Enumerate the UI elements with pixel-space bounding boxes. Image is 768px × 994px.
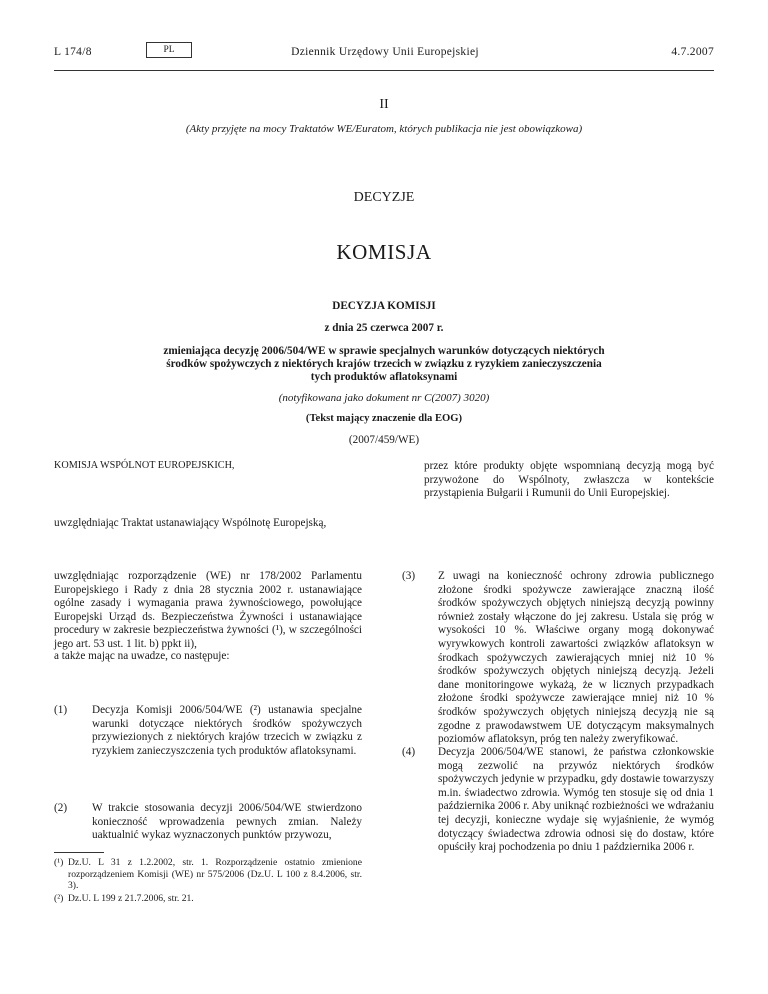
subject-line-1: zmieniająca decyzję 2006/504/WE w sprawie specjalnych warunków dotyczących niektórych xyxy=(163,345,605,357)
recital-number: (1) xyxy=(54,704,68,716)
publication-date: 4.7.2007 xyxy=(671,46,714,58)
eea-relevance: (Tekst mający znaczenie dla EOG) xyxy=(305,413,463,424)
page-reference: L 174/8 xyxy=(54,46,92,58)
recital-text: Decyzja Komisji 2006/504/WE (²) ustanawia specjalne warunki dotyczące niektórych środków spożywczych przywiezionych z niektórych krajów trzecich w związku z ryzykiem zanieczyszczenia tych produktów aflatoksynami. xyxy=(92,704,362,757)
section-numeral: II xyxy=(379,97,389,112)
recital-text: Decyzja 2006/504/WE stanowi, że państwa członkowskie mogą zezwolić na przywóz niektórych środków spożywczych jedynie w przypadku, gdy dostawie towarzyszy m.in. świadectwo zdrowia. Wymóg ten stosuje się od dnia 1 października 2006 r. Aby uniknąć rozbieżności we wdrażaniu tej decyzji, konieczne wydaje się wyjaśnienie, że wymóg dotyczący świadectwa zdrowia odnosi się do dostaw, które opuściły kraj pochodzenia po dniu 1 października 2006 r. xyxy=(438,746,714,854)
decision-date: z dnia 25 czerwca 2007 r. xyxy=(324,322,444,334)
commission-preamble: KOMISJA WSPÓLNOT EUROPEJSKICH, xyxy=(54,460,235,471)
recital-number: (4) xyxy=(402,746,416,758)
decision-subject xyxy=(54,345,714,384)
footnote-text: Dz.U. L 31 z 1.2.2002, str. 1. Rozporządzenie ostatnio zmienione rozporządzeniem Komisji (WE) nr 575/2006 (Dz.U. L 100 z 8.4.2006, str. 3). xyxy=(68,857,362,892)
institution-heading: KOMISJA xyxy=(336,240,432,264)
subject-line-2: środków spożywczych z niektórych krajów trzecich w związku z ryzykiem zanieczyszczenia xyxy=(166,358,602,370)
footnote-divider xyxy=(54,852,104,853)
footnote-mark: (¹) xyxy=(54,857,64,868)
language-badge: PL xyxy=(146,42,192,58)
notification-note: (notyfikowana jako dokument nr C(2007) 3020) xyxy=(278,392,490,404)
decision-reference: (2007/459/WE) xyxy=(348,434,420,446)
footnote-mark: (²) xyxy=(54,893,64,904)
footnote-text: Dz.U. L 199 z 21.7.2006, str. 21. xyxy=(68,893,194,904)
having-regard-regulation: uwzględniając rozporządzenie (WE) nr 178/2002 Parlamentu Europejskiego i Rady z dnia 28 stycznia 2002 r. ustanawiające ogólne zasady i wymagania prawa żywnościowego, powołujące Europejski Urząd ds. Bezpieczeństwa Żywności i ustanawiające procedury w zakresie bezpieczeństwa żywności (¹), w szczególności jego art. 53 ust. 1 lit. b) ppkt ii), xyxy=(54,570,362,650)
section-note: (Akty przyjęte na mocy Traktatów WE/Euratom, których publikacja nie jest obowiązkowa) xyxy=(185,123,583,135)
recital-text: W trakcie stosowania decyzji 2006/504/WE stwierdzono konieczność wprowadzenia pewnych zmian. Należy uaktualnić wykaz wyznaczonych punktów przywozu, xyxy=(92,802,362,842)
category-heading: DECYZJE xyxy=(353,190,415,205)
having-regard-treaty: uwzględniając Traktat ustanawiający Wspólnotę Europejską, xyxy=(54,517,327,529)
recital-continuation: przez które produkty objęte wspomnianą decyzją mogą być przywożone do Wspólnoty, zwłaszcza w kontekście przystąpienia Bułgarii i Rumunii do Unii Europejskiej. xyxy=(424,460,714,500)
journal-title: Dziennik Urzędowy Unii Europejskiej xyxy=(291,46,479,58)
recital-number: (3) xyxy=(402,570,416,582)
subject-line-3: tych produktów aflatoksynami xyxy=(310,371,458,383)
recital-number: (2) xyxy=(54,802,68,814)
whereas-intro: a także mając na uwadze, co następuje: xyxy=(54,650,230,662)
header-divider xyxy=(54,70,714,71)
recital-text: Z uwagi na konieczność ochrony zdrowia publicznego złożone środki spożywcze zawierające znaczną ilość środków spożywczych objętych niniejszą decyzją powinny również zostały włączone do jej zakresu. Ustala się próg w wysokości 10 %. Właściwe organy mogą dokonywać wyrywkowych kontroli zawartości związków aflatoksyn w środkach spożywczych zawierających mniej niż 10 % środków spożywczych objętych niniejszą decyzją. Jeżeli dane monitoringowe wykażą, że w licznych przypadkach złożone środki spożywcze zawierające mniej niż 10 % środków spożywczych objętych niniejszą decyzją nie są zgodne z prawodawstwem UE dotyczącym maksymalnych poziomów aflatoksyn, próg ten należy zweryfikować. xyxy=(438,570,714,746)
decision-title: DECYZJA KOMISJI xyxy=(332,300,436,312)
